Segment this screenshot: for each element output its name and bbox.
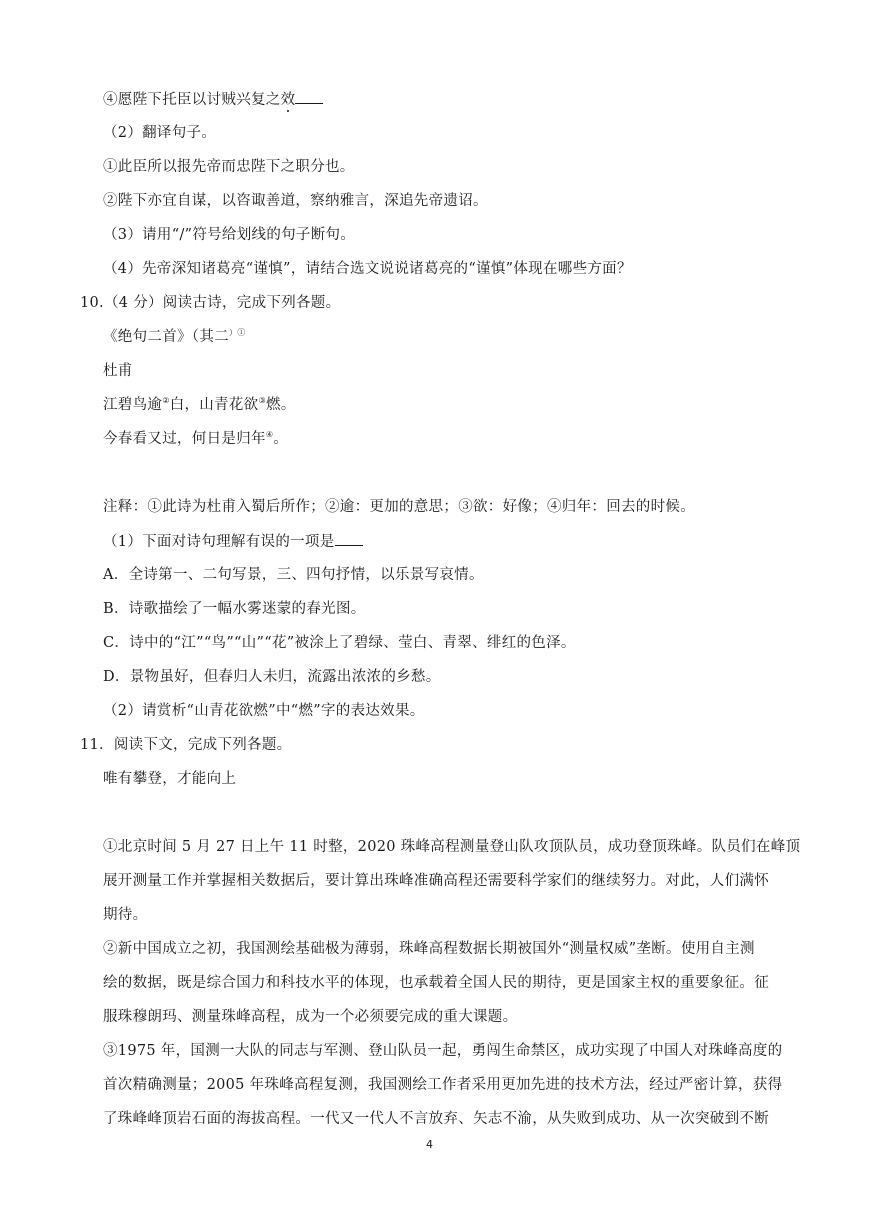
paragraph-1-line-3: 期待。 bbox=[103, 907, 148, 923]
poem-title: 《绝句二首》（其二）① bbox=[103, 328, 246, 345]
emphasis-dot-char: 效 bbox=[280, 92, 296, 108]
option-a: A．全诗第一、二句写景，三、四句抒情，以乐景写哀情。 bbox=[103, 567, 484, 583]
option-d: D．景物虽好，但春归人未归，流露出浓浓的乡愁。 bbox=[103, 669, 441, 685]
question-9-item-4: ④愿陛下托臣以讨贼兴复之效 bbox=[103, 89, 323, 110]
paragraph-3-line-3: 了珠峰峰顶岩石面的海拔高程。一代又一代人不言放弃、矢志不渝，从失败到成功、从一次突破到不断 bbox=[103, 1111, 769, 1127]
translate-sentence-1: ①此臣所以报先帝而忠陛下之职分也。 bbox=[103, 159, 355, 175]
page-number: 4 bbox=[426, 1138, 433, 1151]
paragraph-2-line-2: 绘的数据，既是综合国力和科技水平的体现，也承载着全国人民的期待，更是国家主权的重要象征。征 bbox=[103, 975, 769, 991]
paragraph-2-line-1: ②新中国成立之初，我国测绘基础极为薄弱，珠峰高程数据长期被国外“测量权威”垄断。使用自主测 bbox=[103, 941, 755, 957]
answer-blank bbox=[295, 89, 323, 104]
option-b: B．诗歌描绘了一幅水雾迷蒙的春光图。 bbox=[103, 601, 366, 617]
footnote-marker: ③ bbox=[258, 396, 266, 405]
paragraph-3-line-2: 首次精确测量；2005 年珠峰高程复测，我国测绘工作者采用更加先进的技术方法，经过严密计算，获得 bbox=[103, 1077, 783, 1093]
poem-line-2: 今春看又过，何日是归年④。 bbox=[103, 430, 289, 447]
poem-notes: 注释：①此诗为杜甫入蜀后所作；②逾：更加的意思；③欲：好像；④归年：回去的时候。 bbox=[103, 499, 695, 515]
footnote-marker: ④ bbox=[265, 430, 274, 439]
question-9-sub-3: （3）请用“/”符号给划线的句子断句。 bbox=[103, 227, 356, 243]
question-9-sub-4: （4）先帝深知诸葛亮“谨慎”，请结合选文说说诸葛亮的“谨慎”体现在哪些方面？ bbox=[103, 261, 632, 277]
article-title: 唯有攀登，才能向上 bbox=[103, 771, 237, 787]
paragraph-3-line-1: ③1975 年，国测一大队的同志与军测、登山队员一起，勇闯生命禁区，成功实现了中国人对珠峰高度的 bbox=[103, 1043, 783, 1059]
paragraph-1-line-1: ①北京时间 5 月 27 日上午 11 时整，2020 珠峰高程测量登山队攻顶队员，成功登顶珠峰。队员们在峰顶 bbox=[103, 839, 801, 855]
footnote-marker: ② bbox=[162, 396, 170, 405]
paragraph-2-line-3: 服珠穆朗玛、测量珠峰高程，成为一个必须要完成的重大课题。 bbox=[103, 1009, 518, 1025]
poem-line-1: 江碧鸟逾②白，山青花欲③燃。 bbox=[103, 396, 296, 413]
footnote-marker: ）① bbox=[228, 328, 246, 337]
question-10-heading: 10.（4 分）阅读古诗，完成下列各题。 bbox=[80, 295, 341, 311]
question-11-heading: 11．阅读下文，完成下列各题。 bbox=[80, 737, 292, 753]
poem-author: 杜甫 bbox=[103, 363, 133, 379]
paragraph-1-line-2: 展开测量工作并掌握相关数据后，要计算出珠峰准确高程还需要科学家们的继续努力。对此，人们满怀 bbox=[103, 873, 769, 889]
question-10-sub-1: （1）下面对诗句理解有误的一项是 bbox=[103, 531, 363, 552]
question-9-sub-2: （2）翻译句子。 bbox=[103, 125, 217, 141]
option-c: C．诗中的“江”“鸟”“山”“花”被涂上了碧绿、莹白、青翠、绯红的色泽。 bbox=[103, 635, 576, 651]
answer-blank bbox=[335, 531, 363, 546]
translate-sentence-2: ②陛下亦宜自谋，以咨诹善道，察纳雅言，深追先帝遗诏。 bbox=[103, 193, 488, 209]
question-10-sub-2: （2）请赏析“山青花欲燃”中“燃”字的表达效果。 bbox=[103, 703, 425, 719]
